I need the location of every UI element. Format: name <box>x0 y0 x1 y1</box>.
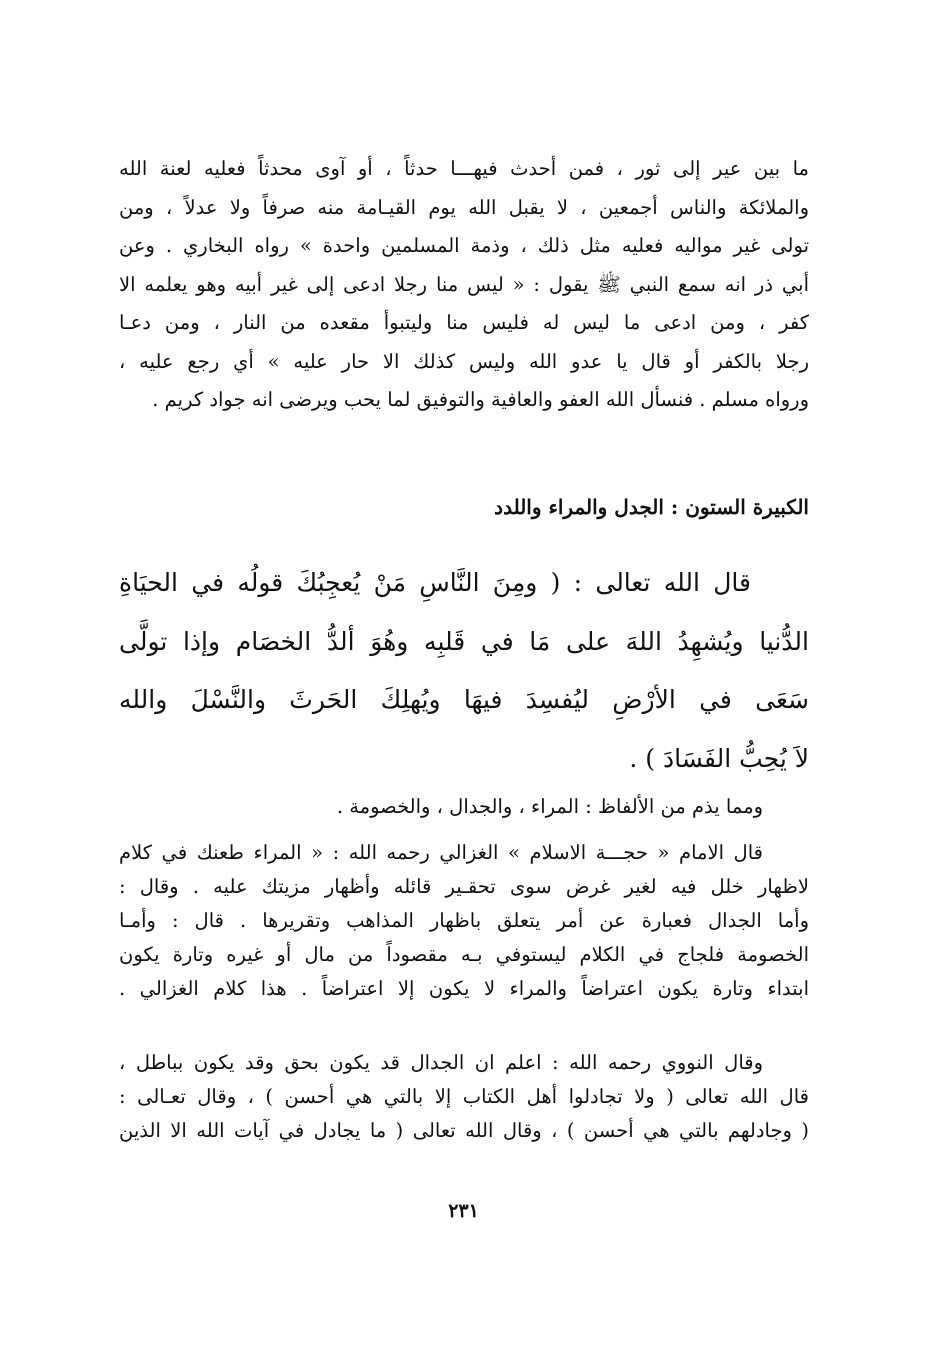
verse-line: قال الله تعالى : ( ومِنَ النَّاسِ مَنْ يُعجِبُكَ قولُه في الحيَاةِ <box>119 568 751 597</box>
quran-verse <box>119 554 809 788</box>
text-line: وقال النووي رحمه الله : اعلم ان الجدال قد يكون بحق وقد يكون بباطل ، <box>119 1051 763 1074</box>
text-line: ابتداء وتارة يكون اعتراضاً والمراء لا يكون إلا اعتراضاً . هذا كلام الغزالي . <box>119 977 809 1000</box>
text-line: أبي ذر انه سمع النبي ﷺ يقول : « ليس منا رجلا ادعى إلى غير أبيه وهو يعلمه الا <box>119 272 809 296</box>
paragraph-hadith <box>119 150 809 420</box>
page-number: ٢٣١ <box>448 1200 479 1222</box>
verse-line: الدُّنيا ويُشهِدُ اللهَ على مَا في قَلبِه وهُوَ ألدُّ الخصَام وإذا تولَّى <box>119 626 809 656</box>
section-heading: الكبيرة الستون : الجدل والمراء واللدد <box>494 495 809 519</box>
text-line: تولى غير مواليه فعليه مثل ذلك ، وذمة المسلمين واحدة » رواه البخاري . وعن <box>119 234 809 257</box>
text-line: لاظهار خلل فيه لغير غرض سوى تحقـير قائله وأظهار مزيتك عليه . وقال : <box>119 875 809 898</box>
verse-line: لاَ يُحِبُّ الفَسَادَ ) . <box>629 743 809 773</box>
text-line: الخصومة فلجاج في الكلام ليستوفي بـه مقصوداً من مال أو غيره وتارة يكون <box>119 943 809 966</box>
intro-line: ومما يذم من الألفاظ : المراء ، والجدال ، والخصومة . <box>336 795 763 818</box>
paragraph-nawawi <box>119 1046 809 1148</box>
text-line: ورواه مسلم . فنسأل الله العفو والعافية والتوفيق لما يحب ويرضى انه جواد كريم . <box>152 388 809 411</box>
paragraph-ghazali <box>119 836 809 1006</box>
text-line: كفر ، ومن ادعى ما ليس له فليس منا وليتبوأ مقعده من النار ، ومن دعـا <box>119 311 809 334</box>
text-line: قال الامام « حجـــة الاسلام » الغزالي رحمه الله : « المراء طعنك في كلام <box>119 841 763 864</box>
text-line: رجلا بالكفر أو قال يا عدو الله وليس كذلك الا حار عليه » أي رجع عليه ، <box>119 349 809 373</box>
verse-line: سَعَى في الأرْضِ ليُفسِدَ فيهَا ويُهلِكَ الحَرثَ والنَّسْلَ والله <box>119 685 809 714</box>
text-line: والملائكة والناس أجمعين ، لا يقبل الله يوم القيـامة منه صرفاً ولا عدلاً ، ومن <box>119 195 809 219</box>
text-line: ( وجادلهم بالتي هي أحسن ) ، وقال الله تعالى ( ما يجادل في آيات الله الا الذين <box>119 1119 809 1142</box>
text-line: ما بين عير إلى ثور ، فمن أحدث فيهـــا حدثاً ، أو آوى محدثاً فعليه لعنة الله <box>119 157 809 180</box>
text-line: قال الله تعالى ( ولا تجادلوا أهل الكتاب إلا بالتي هي أحسن ) ، وقال تعـالى : <box>119 1085 809 1108</box>
text-line: وأما الجدال فعبارة عن أمر يتعلق باظهار المذاهب وتقريرها . قال : وأمـا <box>119 909 809 932</box>
